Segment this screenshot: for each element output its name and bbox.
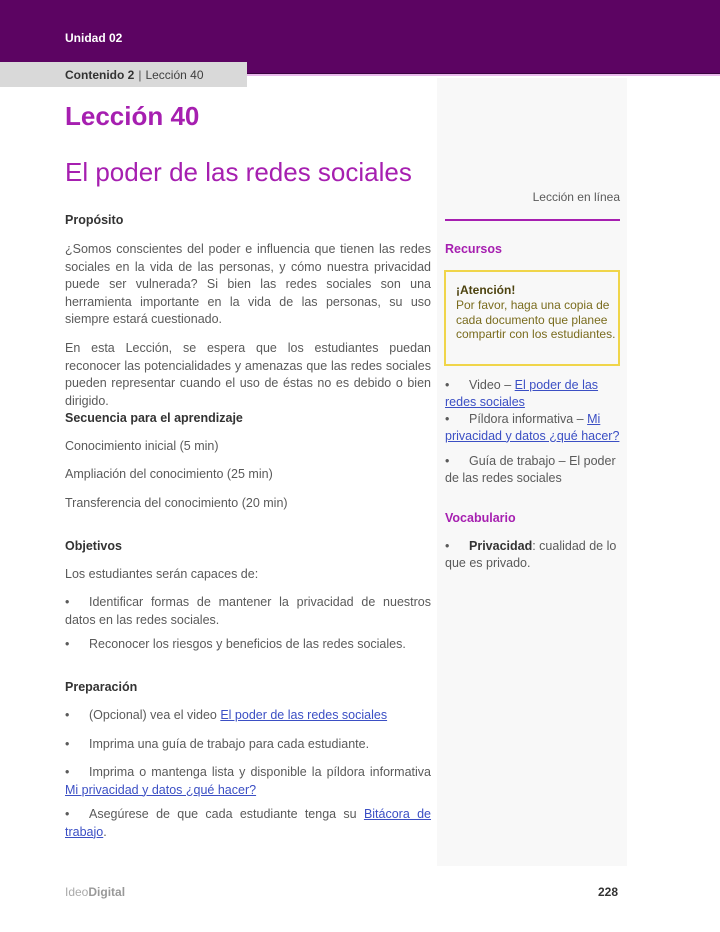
- objectives-intro: Los estudiantes serán capaces de:: [65, 567, 259, 581]
- sequence-item: Conocimiento inicial (5 min): [65, 439, 219, 453]
- purpose-heading: Propósito: [65, 213, 124, 227]
- attention-body: Por favor, haga una copia de cada documento que planee compartir con los estudiantes.: [456, 298, 616, 341]
- vocabulary-heading: Vocabulario: [445, 511, 516, 525]
- objectives-heading: Objetivos: [65, 539, 122, 553]
- breadcrumb-lesson: Lección 40: [145, 68, 204, 82]
- page-title: El poder de las redes sociales: [65, 157, 412, 187]
- resource-item: • Video – El poder de las redes sociales: [445, 378, 599, 409]
- sequence-heading: Secuencia para el aprendizaje: [65, 411, 243, 425]
- resource-item: • Guía de trabajo – El poder de las redes sociales: [445, 454, 616, 485]
- vocabulary-definition: : cualidad de lo que es privado.: [445, 539, 617, 570]
- objective-item: • Reconocer los riesgos y beneficios de las redes sociales.: [65, 637, 406, 651]
- breadcrumb-content: Contenido 2: [65, 68, 135, 82]
- purpose-paragraph-1: ¿Somos conscientes del poder e influencia que tienen las redes sociales en la vida de las personas, y cómo nuestra privacidad puede ser vulnerada? Si bien las redes sociales son una herramienta importante en la vida de las personas, su uso siempre estará cuestionado.: [65, 242, 431, 326]
- vocabulary-term: Privacidad: [469, 539, 533, 553]
- preparation-item: • (Opcional) vea el video El poder de las redes sociales: [65, 708, 388, 722]
- unit-label: Unidad 02: [65, 31, 123, 45]
- attention-box: [444, 270, 620, 366]
- breadcrumb-separator: |: [138, 68, 142, 82]
- resource-video-link[interactable]: El poder de las redes sociales: [445, 378, 599, 409]
- preparation-item: • Imprima una guía de trabajo para cada estudiante.: [65, 737, 370, 751]
- purpose-paragraph-2: En esta Lección, se espera que los estudiantes puedan reconocer las potencialidades y amenazas que las redes sociales pueden representar cuando el uso de éstas no es debido o bien dirigido.: [65, 341, 431, 408]
- page-number: 228: [598, 885, 619, 899]
- footer-brand: IdeoDigital: [65, 885, 126, 899]
- bitacora-link[interactable]: Bitácora de trabajo: [65, 807, 432, 839]
- resource-pildora-link[interactable]: Mi privacidad y datos ¿qué hacer?: [445, 412, 620, 443]
- attention-title: ¡Atención!: [456, 283, 516, 297]
- online-lesson-label: Lección en línea: [532, 190, 620, 204]
- divider: [445, 219, 620, 221]
- breadcrumb: [0, 62, 247, 87]
- preparation-item: • Imprima o mantenga lista y disponible la píldora informativa Mi privacidad y datos ¿qué hacer?: [65, 765, 431, 797]
- resource-item: • Píldora informativa – Mi privacidad y datos ¿qué hacer?: [445, 412, 620, 443]
- preparation-item: • Asegúrese de que cada estudiante tenga su Bitácora de trabajo.: [65, 807, 432, 839]
- preparation-heading: Preparación: [65, 680, 138, 694]
- sequence-item: Ampliación del conocimiento (25 min): [65, 467, 273, 481]
- lesson-number: Lección 40: [65, 101, 200, 131]
- pildora-link[interactable]: Mi privacidad y datos ¿qué hacer?: [65, 782, 257, 797]
- resources-heading: Recursos: [445, 242, 502, 256]
- sequence-item: Transferencia del conocimiento (20 min): [65, 496, 288, 510]
- vocabulary-item: • Privacidad: cualidad de lo que es privado.: [445, 539, 617, 570]
- video-link[interactable]: El poder de las redes sociales: [220, 708, 388, 722]
- objective-item: • Identificar formas de mantener la privacidad de nuestros datos en las redes sociales.: [65, 595, 431, 627]
